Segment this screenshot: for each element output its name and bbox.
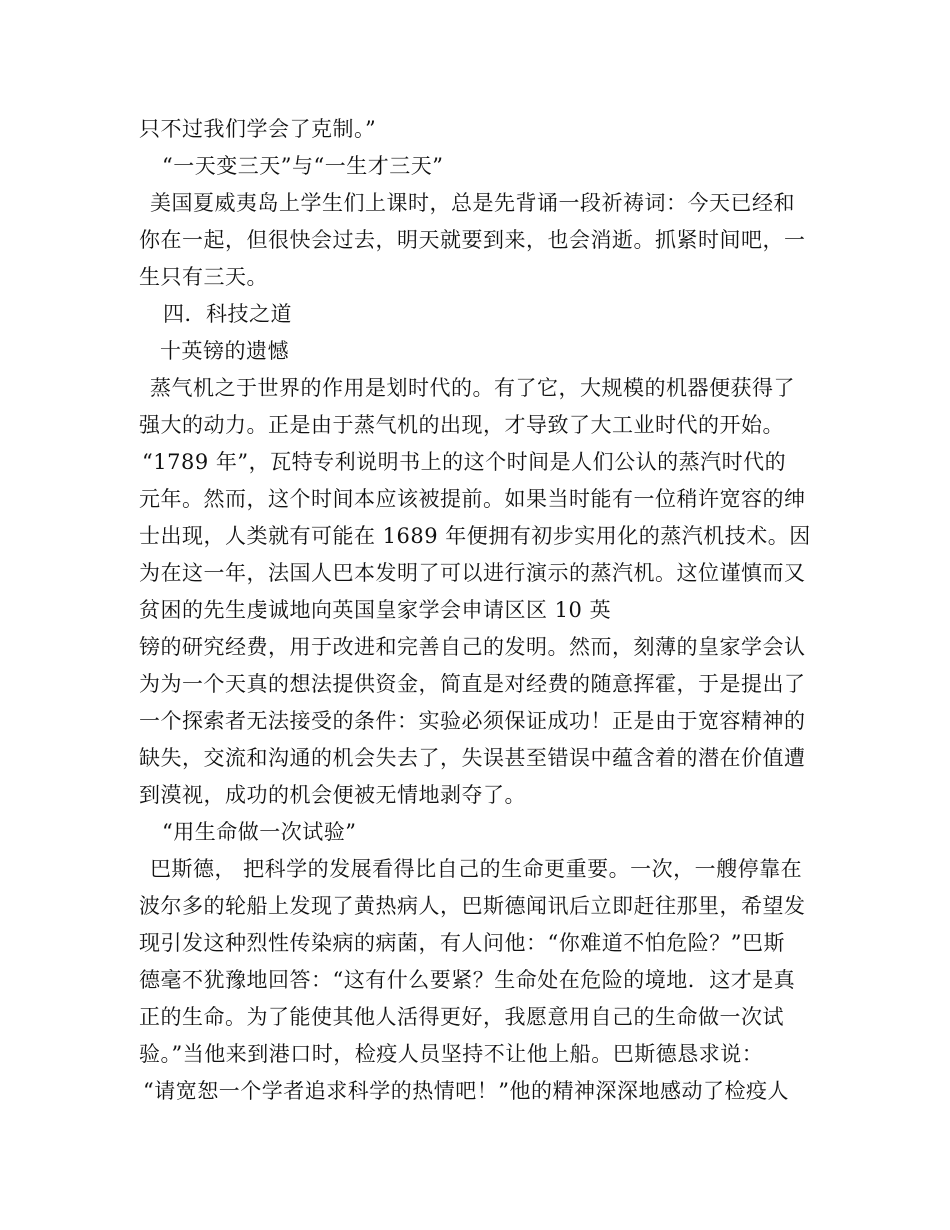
text-line: 贫困的先生虔诚地向英国皇家学会申请区区 10 英 [139, 598, 612, 622]
text-line: 到漠视，成功的机会便被无情地剥夺了。 [139, 783, 526, 807]
text-line: 一个探索者无法接受的条件：实验必须保证成功！正是由于宽容精神的 [139, 709, 806, 733]
text-line: 美国夏威夷岛上学生们上课时，总是先背诵一段祈祷词：今天已经和 [150, 191, 795, 215]
text-line: 镑的研究经费，用于改进和完善自己的发明。然而，刻薄的皇家学会认 [139, 635, 806, 659]
text-line: “请宽恕一个学者追求科学的热情吧！”他的精神深深地感动了检疫人 [143, 1079, 789, 1103]
text-line: 强大的动力。正是由于蒸气机的出现，才导致了大工业时代的开始。 [139, 413, 784, 437]
text-line: 为在这一年，法国人巴本发明了可以进行演示的蒸汽机。这位谨慎而又 [139, 561, 806, 585]
text-line: 现引发这种烈性传染病的病菌，有人问他：“你难道不怕危险？”巴斯 [139, 931, 785, 955]
text-line: 正的生命。为了能使其他人活得更好，我愿意用自己的生命做一次试 [139, 1005, 784, 1029]
section-heading: “一天变三天”与“一生才三天” [162, 154, 444, 178]
section-heading: 十英镑的遗憾 [160, 339, 289, 363]
text-line: 元年。然而，这个时间本应该被提前。如果当时能有一位稍许宽容的绅 [139, 487, 806, 511]
text-line: 德毫不犹豫地回答：“这有什么要紧？生命处在危险的境地．这才是真 [139, 968, 796, 992]
text-line: 为为一个天真的想法提供资金，简直是对经费的随意挥霍，于是提出了 [139, 672, 806, 696]
text-line: 缺失，交流和沟通的机会失去了，失误甚至错误中蕴含着的潜在价值遭 [139, 746, 806, 770]
text-line: 只不过我们学会了克制。” [139, 117, 377, 141]
text-line: 巴斯德， 把科学的发展看得比自己的生命更重要。一次，一艘停靠在 [150, 857, 803, 881]
text-line: 蒸气机之于世界的作用是划时代的。有了它，大规模的机器便获得了 [150, 376, 795, 400]
section-heading: “用生命做一次试验” [162, 820, 357, 844]
text-line: “1789 年”，瓦特专利说明书上的这个时间是人们公认的蒸汽时代的 [142, 450, 787, 474]
text-line: 波尔多的轮船上发现了黄热病人，巴斯德闻讯后立即赶往那里，希望发 [139, 894, 806, 918]
text-line: 验。”当他来到港口时，检疫人员坚持不让他上船。巴斯德恳求说： [139, 1042, 764, 1066]
text-line: 士出现，人类就有可能在 1689 年便拥有初步实用化的蒸汽机技术。因 [139, 524, 811, 548]
text-line: 生只有三天。 [139, 265, 268, 289]
text-line: 你在一起，但很快会过去，明天就要到来，也会消逝。抓紧时间吧，一 [139, 228, 806, 252]
section-heading: 四．科技之道 [163, 302, 292, 326]
